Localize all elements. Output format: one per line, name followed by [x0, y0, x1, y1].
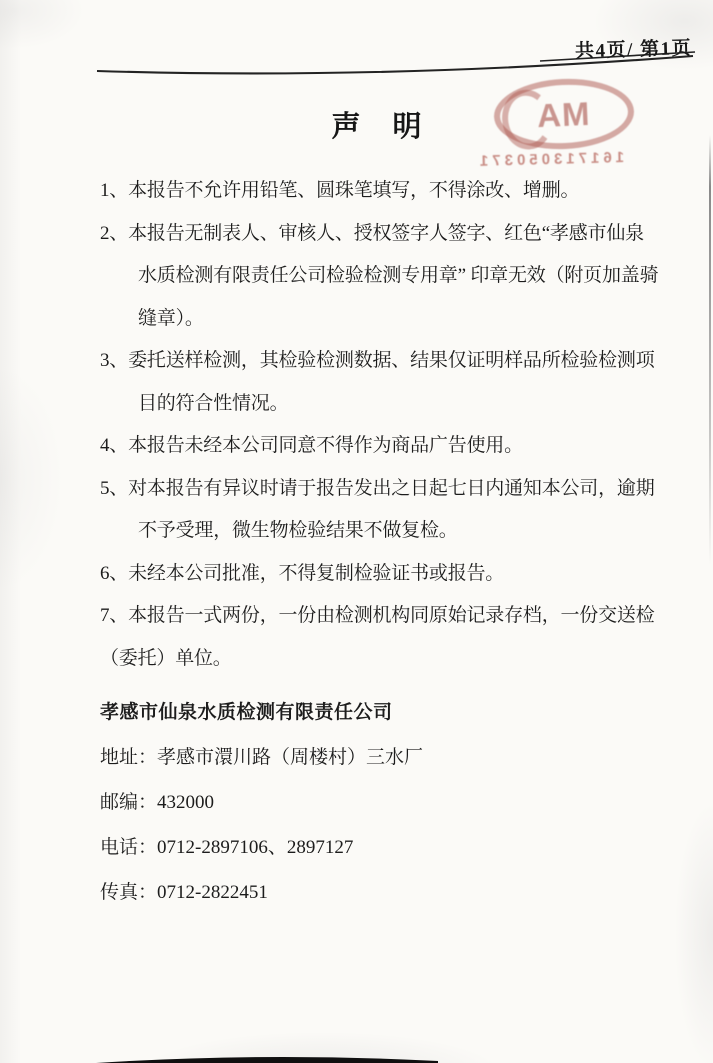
company-name: 孝感市仙泉水质检测有限责任公司: [100, 702, 393, 723]
company-phone: 电话：0712-2897106、2897127: [100, 837, 354, 858]
statement-list: [100, 170, 680, 680]
statement-item-3-line-2: 目的符合性情况。: [138, 392, 289, 414]
statement-item-7-line-2: （委托）单位。: [100, 647, 232, 669]
company-fax: 传真：0712-2822451: [100, 882, 268, 903]
stamp-number: 161713050371: [475, 149, 625, 170]
page-pagination: 共4页/ 第1页: [574, 38, 693, 63]
company-address: 地址：孝感市澴川路（周楼村）三水厂: [100, 747, 424, 768]
stamp-oval: [493, 76, 636, 152]
scan-edge-artifact: [0, 1053, 713, 1063]
company-info: [100, 690, 423, 915]
scan-edge-shape: [96, 1057, 438, 1063]
document-title: 声 明: [331, 111, 424, 143]
paper-edge-line: [709, 135, 711, 565]
statement-item-5-line-2: 不予受理，微生物检验结果不做复检。: [138, 520, 458, 541]
statement-item-2-line-3: 缝章）。: [138, 307, 204, 329]
statement-item-2-line-1: 2、本报告无制表人、审核人、授权签字人签字、红色“孝感市仙泉: [100, 222, 644, 244]
stamp-letters: MA: [535, 94, 591, 134]
statement-item-4-line-1: 4、本报告未经本公司同意不得作为商品广告使用。: [100, 435, 523, 456]
statement-item-1-line-1: 1、本报告不允许用铅笔、圆珠笔填写，不得涂改、增删。: [100, 180, 580, 201]
statement-item-6-line-1: 6、未经本公司批准，不得复制检验证书或报告。: [100, 562, 505, 584]
statement-item-5-line-1: 5、对本报告有异议时请于报告发出之日起七日内通知本公司，逾期: [100, 477, 655, 499]
statement-item-2-line-2: 水质检测有限责任公司检验检测专用章” 印章无效（附页加盖骑: [138, 265, 659, 286]
cma-stamp: [450, 74, 650, 176]
statement-item-7-line-1: 7、本报告一式两份，一份由检测机构同原始记录存档，一份交送检: [100, 605, 655, 626]
company-postal-code: 邮编：432000: [100, 792, 215, 813]
statement-item-3-line-1: 3、委托送样检测，其检验检测数据、结果仅证明样品所检验检测项: [100, 350, 655, 371]
